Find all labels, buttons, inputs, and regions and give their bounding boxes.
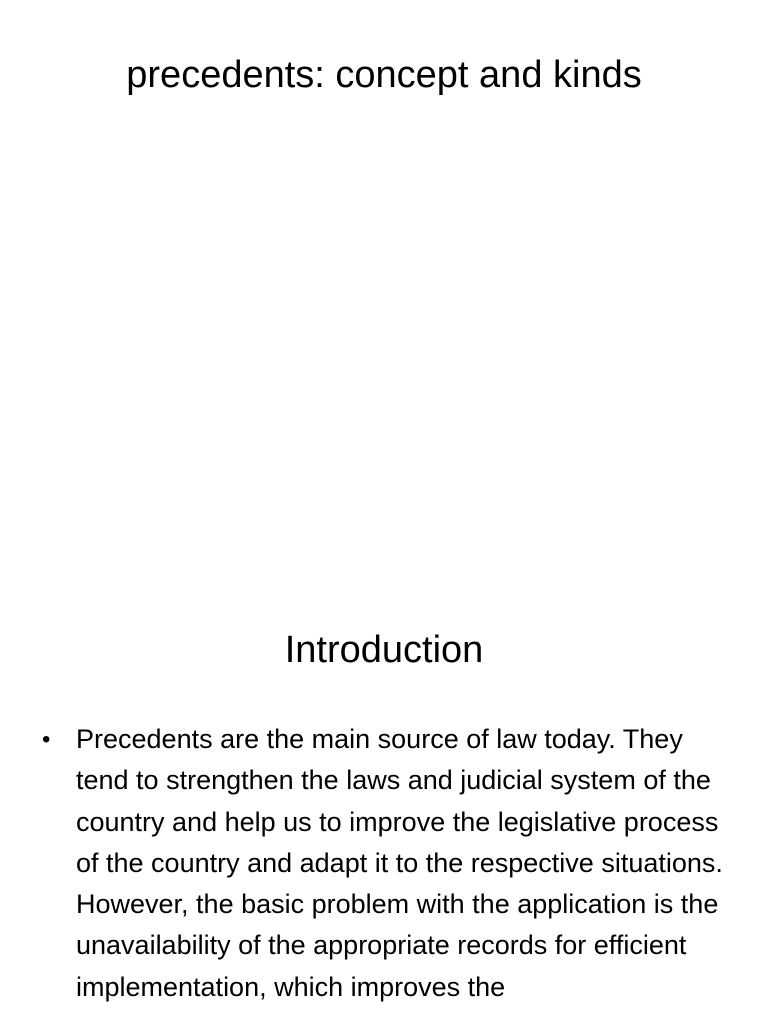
- bullet-marker: •: [42, 726, 51, 753]
- slide-title: precedents: concept and kinds: [126, 54, 642, 96]
- bullet-text: Precedents are the main source of law today. They tend to strengthen the laws and judicial system of the country and help us to improve the legislative process of the country and adapt it to the respective situations. However, the basic problem with the application is the unavailability of the appropriate records for efficient implementation, which improves the: [76, 724, 723, 1002]
- bullet-item: [0, 719, 768, 1008]
- bullet-list: [0, 719, 768, 1008]
- section-heading: Introduction: [284, 629, 484, 671]
